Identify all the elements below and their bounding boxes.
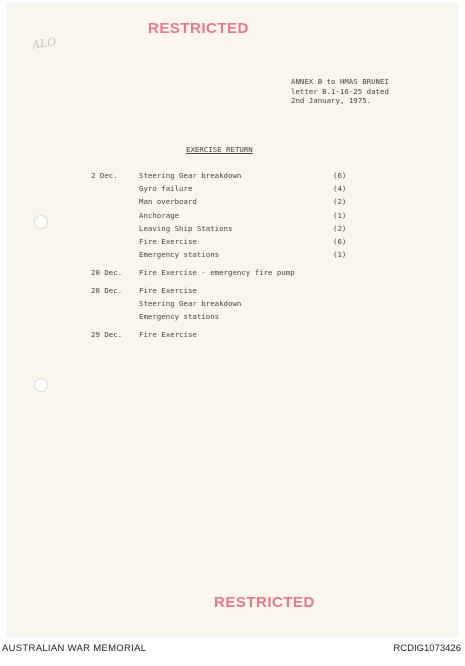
entry-text: Fire Exercise - emergency fire pump	[139, 268, 295, 277]
entry-text: Emergency stations	[139, 312, 220, 321]
entry-text: Fire Exercise	[139, 330, 197, 339]
entry-text: Man overboard	[139, 197, 197, 206]
punch-hole-upper	[34, 215, 48, 229]
entry-count: (1)	[333, 211, 347, 220]
annex-line-3: 2nd January, 1975.	[291, 96, 372, 105]
entry-text: Gyro failure	[139, 184, 193, 193]
restricted-stamp-bottom: RESTRICTED	[214, 594, 315, 611]
entry-date: 2 Dec.	[91, 171, 118, 180]
entry-text: Emergency stations	[139, 250, 220, 259]
punch-hole-lower	[34, 378, 48, 392]
annex-line-1: ANNEX B to HMAS BRUNEI	[291, 77, 389, 86]
entry-text: Leaving Ship Stations	[139, 224, 233, 233]
entry-text: Fire Exercise	[139, 237, 197, 246]
entry-text: Anchorage	[139, 211, 180, 220]
entry-date: 28 Dec.	[91, 286, 123, 295]
entry-count: (4)	[333, 184, 347, 193]
entry-date: 29 Dec.	[91, 330, 123, 339]
entry-date: 20 Dec.	[91, 268, 123, 277]
footer-record-id: RCDIG1073426	[393, 643, 461, 654]
entry-text: Steering Gear breakdown	[139, 299, 242, 308]
entry-count: (2)	[333, 224, 347, 233]
exercise-return-heading: EXERCISE RETURN	[186, 145, 253, 154]
entry-count: (2)	[333, 197, 347, 206]
pencil-mark: ALO	[31, 35, 58, 52]
entry-count: (6)	[333, 237, 347, 246]
footer-institution: AUSTRALIAN WAR MEMORIAL	[2, 643, 147, 654]
annex-reference	[291, 77, 389, 106]
entry-count: (1)	[333, 250, 347, 259]
entry-text: Steering Gear breakdown	[139, 171, 242, 180]
entry-count: (6)	[333, 171, 347, 180]
restricted-stamp-top: RESTRICTED	[148, 20, 249, 37]
archive-footer	[0, 640, 465, 666]
entry-text: Fire Exercise	[139, 286, 197, 295]
annex-line-2: letter B.1-16-25 dated	[291, 86, 389, 96]
document-page	[8, 4, 457, 636]
